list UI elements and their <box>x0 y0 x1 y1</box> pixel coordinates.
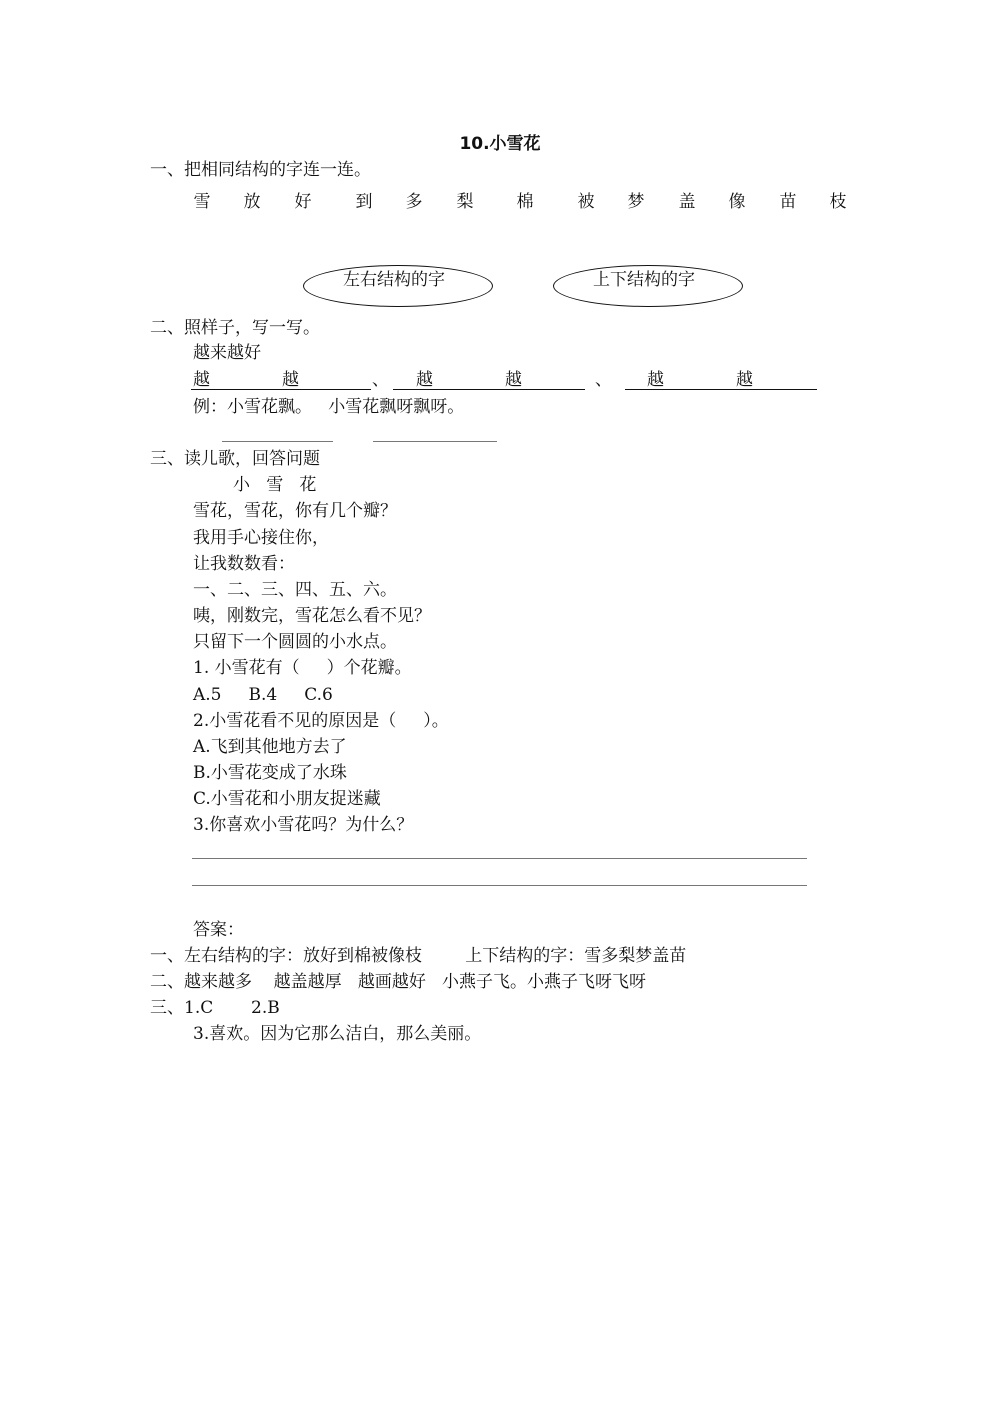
sample-phrase: 越来越好 <box>193 343 261 363</box>
char: 到 <box>355 192 373 212</box>
char: 枝 <box>829 192 847 212</box>
poem-line: 一、二、三、四、五、六。 <box>193 580 397 600</box>
separator: 、 <box>372 370 389 390</box>
answer-line-text: 一、左右结构的字：放好到棉被像枝 上下结构的字：雪多梨梦盖苗 <box>150 946 687 966</box>
example: 例：小雪花飘。 小雪花飘呀飘呀。 <box>193 397 465 417</box>
yue: 越 <box>416 370 433 390</box>
poem-line: 雪花，雪花，你有几个瓣？ <box>193 501 397 521</box>
char: 盖 <box>678 192 696 212</box>
poem-title: 小 雪 花 <box>233 475 317 495</box>
section3-heading: 三、读儿歌，回答问题 <box>150 449 320 469</box>
char: 多 <box>405 192 423 212</box>
question-option: A.飞到其他地方去了 <box>193 737 347 757</box>
yue: 越 <box>647 370 664 390</box>
poem-line: 让我数数看： <box>193 554 295 574</box>
answer-line-text: 三、1.C 2.B <box>150 998 280 1018</box>
page-title: 10.小雪花 <box>459 134 541 154</box>
char: 梨 <box>456 192 474 212</box>
answer-line-text: 二、越来越多 越盖越厚 越画越好 小燕子飞。小燕子飞呀飞呀 <box>150 972 647 992</box>
yue: 越 <box>193 370 210 390</box>
poem-line: 我用手心接住你， <box>193 528 329 548</box>
char: 好 <box>294 192 312 212</box>
section1-heading: 一、把相同结构的字连一连。 <box>150 160 371 180</box>
answers-heading: 答案： <box>193 920 244 940</box>
question: 1. 小雪花有（ ）个花瓣。 <box>193 658 412 678</box>
poem-line: 咦，刚数完，雪花怎么看不见？ <box>193 606 431 626</box>
char: 放 <box>243 192 261 212</box>
char: 雪 <box>193 192 211 212</box>
char: 像 <box>728 192 746 212</box>
char: 被 <box>577 192 595 212</box>
oval-right-label: 上下结构的字 <box>593 270 695 290</box>
blank-line[interactable] <box>222 441 333 442</box>
oval-left-label: 左右结构的字 <box>343 270 445 290</box>
question-option: C.小雪花和小朋友捉迷藏 <box>193 789 381 809</box>
char: 苗 <box>779 192 797 212</box>
yue: 越 <box>282 370 299 390</box>
question: 3.你喜欢小雪花吗？为什么？ <box>193 815 414 835</box>
char: 棉 <box>516 192 534 212</box>
yue: 越 <box>505 370 522 390</box>
question-options: A.5 B.4 C.6 <box>193 685 333 705</box>
poem-line: 只留下一个圆圆的小水点。 <box>193 632 397 652</box>
blank-line[interactable] <box>373 441 497 442</box>
answer-line[interactable] <box>192 858 807 859</box>
answer-line[interactable] <box>192 885 807 886</box>
blank-line[interactable] <box>191 389 371 390</box>
separator: 、 <box>595 370 612 390</box>
question-option: B.小雪花变成了水珠 <box>193 763 347 783</box>
answer-line-text: 3.喜欢。因为它那么洁白，那么美丽。 <box>193 1024 482 1044</box>
char: 梦 <box>627 192 645 212</box>
question: 2.小雪花看不见的原因是（ ）。 <box>193 711 449 731</box>
section2-heading: 二、照样子，写一写。 <box>150 318 320 338</box>
yue: 越 <box>736 370 753 390</box>
